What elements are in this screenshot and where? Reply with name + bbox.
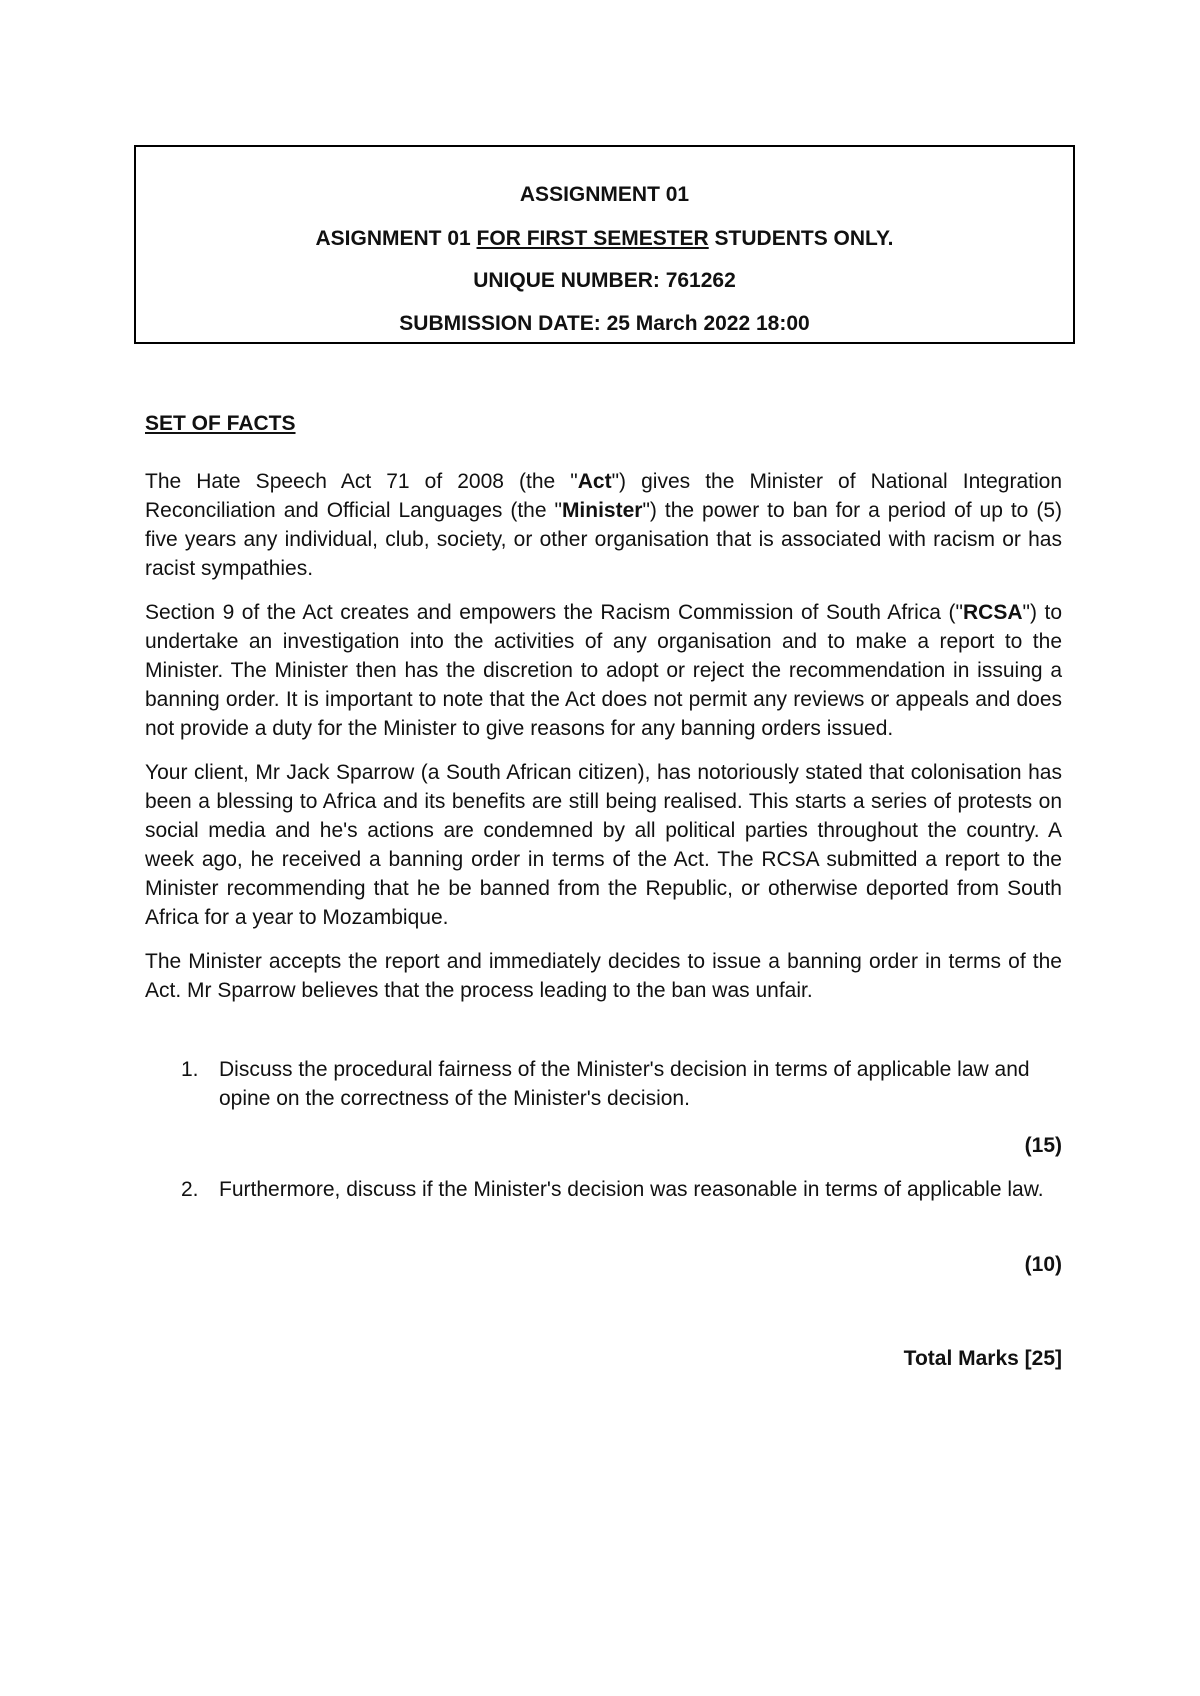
question-2-marks: (10): [1024, 1253, 1062, 1276]
total-marks: Total Marks [25]: [903, 1347, 1062, 1370]
p1-text-a: The Hate Speech Act 71 of 2008 (the ": [145, 470, 578, 493]
p2-rcsa-term: RCSA: [962, 601, 1023, 624]
p1-text-b: ") gives the Minister of National Integration Reconciliation and Official Languages (the ": [145, 470, 1062, 522]
unique-number: UNIQUE NUMBER: 761262: [473, 269, 736, 292]
section-title: SET OF FACTS: [145, 412, 296, 435]
assignment-header-box: [134, 145, 1075, 344]
p2-text-a: Section 9 of the Act creates and empowers the Racism Commission of South Africa (": [145, 601, 963, 624]
paragraph-2: [145, 598, 1062, 743]
paragraph-3: Your client, Mr Jack Sparrow (a South African citizen), has notoriously stated that colonisation has been a blessing to Africa and its benefits are still being realised. This starts a series of protests on social media and he's actions are condemned by all political parties throughout the country. A week ago, he received a banning order in terms of the Act. The RCSA submitted a report to the Minister recommending that he be banned from the Republic, or otherwise deported from South Africa for a year to Mozambique.: [145, 761, 1062, 929]
question-text: Discuss the procedural fairness of the Minister's decision in terms of applicable law and opine on the correctness of the Minister's decision.: [219, 1058, 1030, 1110]
subtitle-prefix: ASIGNMENT 01: [315, 227, 477, 250]
question-2: [145, 1175, 1062, 1204]
question-text: Furthermore, discuss if the Minister's decision was reasonable in terms of applicable law.: [219, 1178, 1044, 1201]
question-1-marks: (15): [1024, 1134, 1062, 1157]
paragraph-1: [145, 467, 1062, 583]
assignment-title: ASSIGNMENT 01: [519, 183, 690, 206]
p1-minister-term: Minister: [561, 499, 643, 522]
subtitle-suffix: STUDENTS ONLY.: [708, 227, 894, 250]
p2-text-b: ") to undertake an investigation into the activities of any organisation and to make a report to the Minister. The Minister then has the discretion to adopt or reject the recommendation in issuing a banning order. It is important to note that the Act does not permit any reviews or appeals and does not provide a duty for the Minister to give reasons for any banning orders issued.: [145, 601, 1062, 740]
paragraph-4: The Minister accepts the report and immediately decides to issue a banning order in terms of the Act. Mr Sparrow believes that the process leading to the ban was unfair.: [145, 950, 1062, 1002]
p1-text-c: ") the power to ban for a period of up to (5) five years any individual, club, society, or other organisation that is associated with racism or has racist sympathies.: [145, 499, 1062, 580]
question-number: 1.: [181, 1058, 199, 1081]
question-1: [145, 1055, 1062, 1113]
subtitle-underlined: FOR FIRST SEMESTER: [476, 227, 709, 250]
question-number: 2.: [181, 1178, 199, 1201]
facts-body: [145, 467, 1062, 1020]
assignment-subtitle: [136, 227, 1073, 251]
p1-act-term: Act: [577, 470, 612, 493]
submission-date: SUBMISSION DATE: 25 March 2022 18:00: [399, 312, 810, 335]
